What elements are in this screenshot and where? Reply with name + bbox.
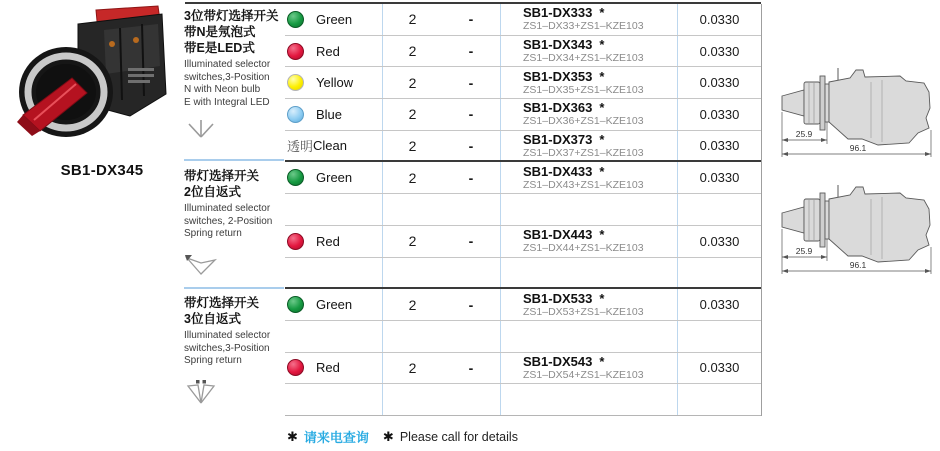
- table-row: [285, 4, 761, 36]
- order-code: ZS1–DX33+ZS1–KZE103: [523, 20, 644, 33]
- order-code: ZS1–DX37+ZS1–KZE103: [523, 146, 644, 159]
- call-for-details-star: *: [599, 353, 605, 369]
- color-name: Clean: [313, 138, 347, 154]
- table-row: [285, 99, 761, 131]
- color-dot-red: [287, 359, 304, 376]
- color-name: Red: [316, 360, 340, 376]
- contact-count-cell: 2: [408, 169, 417, 186]
- order-code: ZS1–DX34+ZS1–KZE103: [523, 52, 644, 65]
- color-cell: [285, 194, 383, 225]
- color-cell: [285, 384, 383, 415]
- dash-cell: -: [442, 4, 501, 35]
- color-cell: [285, 321, 383, 352]
- section-1-description: 3位带灯选择开关 带N是氖泡式 带E是LED式 Illuminated selector switches,3-Position N with Neon bulb E with Integral LED: [184, 8, 286, 150]
- weight-cell: 0.0330: [699, 170, 740, 186]
- color-cell: [285, 289, 383, 320]
- model-cell: [501, 226, 678, 257]
- footer-star-2: ✱: [382, 428, 394, 444]
- contact-count-cell: [383, 258, 442, 288]
- color-cell: [285, 162, 383, 193]
- call-for-details-star: *: [599, 5, 605, 21]
- color-dot-yellow: [287, 74, 304, 91]
- dim-small-label: 25.9: [795, 246, 813, 256]
- model-cell: [501, 36, 678, 67]
- dash-cell: -: [442, 353, 501, 384]
- color-name: Green: [316, 170, 353, 186]
- weight-cell: [678, 194, 761, 225]
- weight-cell: 0.0330: [699, 75, 740, 91]
- product-photo: [8, 4, 176, 156]
- section-2-description: 带灯选择开关 2位自返式 Illuminated selector switches, 2-Position Spring return: [184, 168, 286, 282]
- table-row: [285, 67, 761, 99]
- model-cell: [501, 99, 678, 130]
- dim-large-label: 96.1: [849, 143, 867, 153]
- color-cell: [285, 99, 383, 130]
- call-for-details-star: *: [599, 290, 605, 306]
- dimension-drawings: [778, 60, 938, 294]
- arrow-down-icon: [184, 119, 286, 150]
- model-cell: [501, 353, 678, 384]
- dash-cell: -: [442, 162, 501, 193]
- dash-cell: [442, 258, 501, 288]
- contact-count-cell: 2: [408, 296, 417, 313]
- color-dot-green: [287, 169, 304, 186]
- call-for-details-star: *: [599, 131, 605, 147]
- color-cell: [285, 258, 383, 288]
- table-row: [285, 36, 761, 68]
- call-for-details-star: *: [599, 68, 605, 84]
- weight-cell: 0.0330: [699, 233, 740, 249]
- contact-count-cell: 2: [408, 106, 417, 123]
- weight-cell: 0.0330: [699, 297, 740, 313]
- contact-count-cell: [383, 321, 442, 352]
- dash-cell: [442, 384, 501, 415]
- model-cell: [501, 67, 678, 98]
- dash-cell: -: [442, 67, 501, 98]
- spring-return-3pos-icon: [184, 378, 286, 411]
- color-name: Blue: [316, 106, 343, 122]
- order-code: ZS1–DX53+ZS1–KZE103: [523, 305, 644, 318]
- order-code: ZS1–DX36+ZS1–KZE103: [523, 115, 644, 128]
- model-number: SB1-DX433: [523, 163, 593, 179]
- call-for-details-star: *: [599, 100, 605, 116]
- weight-cell: 0.0330: [699, 11, 740, 27]
- order-code: ZS1–DX35+ZS1–KZE103: [523, 83, 644, 96]
- contact-count-cell: [383, 384, 442, 415]
- color-name: Green: [316, 297, 353, 313]
- color-dot-red: [287, 233, 304, 250]
- model-number: SB1-DX363: [523, 100, 593, 116]
- dash-cell: -: [442, 131, 501, 161]
- model-number: SB1-DX373: [523, 131, 593, 147]
- model-cell: [501, 194, 678, 225]
- table-row: [285, 226, 761, 258]
- model-number: SB1-DX353: [523, 68, 593, 84]
- dim-large-label: 96.1: [849, 260, 867, 270]
- model-number: SB1-DX443: [523, 227, 593, 243]
- footer-star-1: ✱: [287, 428, 298, 444]
- contact-count-cell: 2: [408, 43, 417, 60]
- contact-count-cell: 2: [408, 359, 417, 376]
- model-cell: [501, 384, 678, 415]
- color-dot-blue: [287, 106, 304, 123]
- weight-cell: 0.0330: [699, 106, 740, 122]
- model-cell: [501, 131, 678, 161]
- table-row: [285, 289, 761, 321]
- call-for-details-star: *: [599, 163, 605, 179]
- model-cell: [501, 4, 678, 35]
- product-table: [285, 4, 762, 416]
- section-1-title-zh: 3位带灯选择开关: [184, 9, 279, 23]
- table-row: [285, 162, 761, 194]
- contact-count-cell: 2: [408, 233, 417, 250]
- dash-cell: [442, 321, 501, 352]
- weight-cell: [678, 321, 761, 352]
- contact-count-cell: 2: [408, 74, 417, 91]
- contact-count-cell: [383, 194, 442, 225]
- color-cell: [285, 226, 383, 257]
- table-row: [285, 353, 761, 385]
- dash-cell: -: [442, 289, 501, 320]
- color-name: Red: [316, 43, 340, 59]
- model-number: SB1-DX343: [523, 37, 593, 53]
- table-row: [285, 384, 761, 416]
- footer-note-zh: 请来电查询: [303, 430, 369, 445]
- color-dot-red: [287, 43, 304, 60]
- footer-note-en: Please call for details: [399, 429, 518, 444]
- order-code: ZS1–DX43+ZS1–KZE103: [523, 178, 644, 191]
- order-code: ZS1–DX44+ZS1–KZE103: [523, 242, 644, 255]
- dimension-drawing-2: [778, 177, 938, 286]
- contact-count-cell: 2: [408, 137, 417, 154]
- color-cell: [285, 36, 383, 67]
- weight-cell: 0.0330: [699, 43, 740, 59]
- model-number: SB1-DX543: [523, 353, 593, 369]
- section-2-title-zh: 带灯选择开关: [184, 169, 260, 183]
- table-row: [285, 194, 761, 226]
- color-dot-green: [287, 11, 304, 28]
- color-name: Yellow: [316, 75, 354, 91]
- color-cell: [285, 67, 383, 98]
- dash-cell: -: [442, 99, 501, 130]
- spring-return-2pos-icon: [184, 251, 286, 282]
- color-dot-green: [287, 296, 304, 313]
- model-number: SB1-DX333: [523, 5, 593, 21]
- weight-cell: 0.0330: [699, 360, 740, 376]
- dimension-drawing-1: [778, 60, 938, 169]
- call-for-details-star: *: [599, 37, 605, 53]
- section-3-title-zh: 带灯选择开关: [184, 296, 260, 310]
- model-cell: [501, 321, 678, 352]
- table-row: [285, 258, 761, 290]
- color-cell: [285, 4, 383, 35]
- model-number: SB1-DX533: [523, 290, 593, 306]
- order-code: ZS1–DX54+ZS1–KZE103: [523, 368, 644, 381]
- model-cell: [501, 162, 678, 193]
- color-name-zh: 透明: [287, 139, 314, 155]
- color-cell: [285, 131, 383, 161]
- color-cell: [285, 353, 383, 384]
- model-cell: [501, 289, 678, 320]
- model-cell: [501, 258, 678, 288]
- selector-switch-photo: [8, 4, 176, 156]
- weight-cell: [678, 258, 761, 288]
- table-row: [285, 321, 761, 353]
- dash-cell: -: [442, 226, 501, 257]
- desc-divider-1: [184, 159, 284, 161]
- color-name: Red: [316, 233, 340, 249]
- footer-note: [287, 427, 518, 446]
- weight-cell: 0.0330: [699, 138, 740, 154]
- desc-divider-2: [184, 287, 284, 289]
- dim-small-label: 25.9: [795, 129, 813, 139]
- dash-cell: [442, 194, 501, 225]
- contact-count-cell: 2: [408, 11, 417, 28]
- color-name: Green: [316, 11, 353, 27]
- call-for-details-star: *: [599, 227, 605, 243]
- table-row: [285, 131, 761, 163]
- dash-cell: -: [442, 36, 501, 67]
- weight-cell: [678, 384, 761, 415]
- section-3-description: 带灯选择开关 3位自返式 Illuminated selector switches,3-Position Spring return: [184, 295, 286, 411]
- product-label: SB1-DX345: [60, 162, 144, 179]
